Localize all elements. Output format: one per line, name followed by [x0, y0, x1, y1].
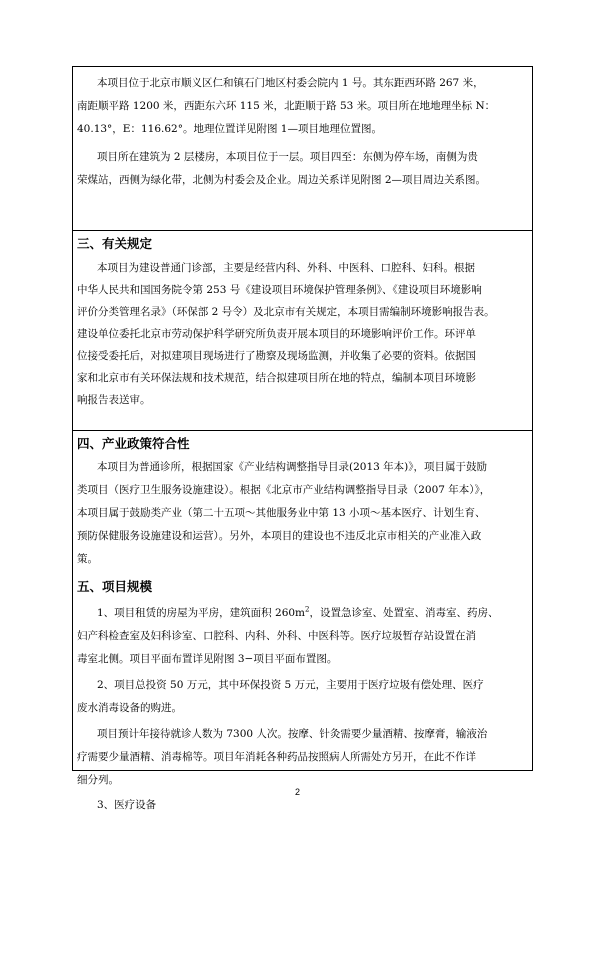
- policy-line: 策。: [77, 553, 98, 565]
- scale-item-3-line: 3、医疗设备: [97, 799, 157, 811]
- location-cell: [73, 66, 532, 230]
- patients-line: 项目预计年接待就诊人数为 7300 人次。按摩、针灸需要少量酒精、按摩膏，输液治: [97, 728, 488, 740]
- policy-line: 预防保健服务设施建设和运营）。另外，本项目的建设也不违反北京市相关的产业准入政: [77, 530, 482, 542]
- scale-item-2-line: 2、项目总投资 50 万元，其中环保投资 5 万元，主要用于医疗垃圾有偿处理、医疗: [97, 679, 484, 691]
- scale-item-1-line: 妇产科检查室及妇科诊室、口腔科、内科、外科、中医科等。医疗垃圾暂存站设置在消: [77, 630, 476, 642]
- surroundings-line: 荣煤站，西侧为绿化带，北侧为村委会及企业。周边关系详见附图 2—项目周边关系图。: [77, 174, 487, 186]
- policy-line: 类项目（医疗卫生服务设施建设）。根据《北京市产业结构调整指导目录（2007 年本）》，: [77, 484, 491, 496]
- regulations-line: 位接受委托后，对拟建项目现场进行了勘察及现场监测，并收集了必要的资料。依据国: [77, 350, 476, 362]
- page-number: 2: [294, 787, 300, 797]
- location-line: 南距顺平路 1200 米，西距东六环 115 米，北距顺于路 53 米。项目所在地地理坐标 N：: [77, 100, 496, 112]
- regulations-line: 家和北京市有关环保法规和技术规范，结合拟建项目所在地的特点，编制本项目环境影: [77, 372, 476, 384]
- scale-item-1-text: ，设置急诊室、处置室、消毒室、药房、: [309, 607, 499, 619]
- regulations-line: 本项目为建设普通门诊部，主要是经营内科、外科、中医科、口腔科、妇科。根据: [97, 262, 475, 274]
- scale-item-2-line: 废水消毒设备的购进。: [77, 702, 182, 714]
- policy-and-scale-cell: [73, 430, 532, 972]
- section-heading-industry-policy: 四、产业政策符合性: [77, 436, 190, 451]
- regulations-line: 建设单位委托北京市劳动保护科学研究所负责开展本项目的环境影响评价工作。环评单: [77, 328, 476, 340]
- regulations-line: 中华人民共和国国务院令第 253 号《建设项目环境保护管理条例》、《建设项目环境影响: [77, 284, 482, 296]
- patients-line: 细分列。: [77, 774, 119, 786]
- area-unit-superscript: 2: [305, 605, 310, 614]
- scale-item-1-text: 1、项目租赁的房屋为平房，建筑面积 260m: [97, 607, 306, 619]
- regulations-line: 评价分类管理名录》（环保部 2 号令）及北京市有关规定，本项目需编制环境影响报告表。: [77, 306, 495, 318]
- section-heading-regulations: 三、有关规定: [77, 236, 153, 251]
- document-table: [72, 66, 533, 811]
- section-heading-project-scale: 五、项目规模: [77, 579, 153, 594]
- scale-item-1-line: [97, 607, 498, 620]
- regulations-cell: [73, 230, 532, 430]
- location-line: 本项目位于北京市顺义区仁和镇石门地区村委会院内 1 号。其东距西环路 267 米，: [97, 77, 484, 89]
- location-line: 40.13°，E：116.62°。地理位置详见附图 1—项目地理位置图。: [77, 123, 382, 135]
- patients-line: 疗需要少量酒精、消毒棉等。项目年消耗各种药品按照病人所需处方另开，在此不作详: [77, 751, 476, 763]
- scale-item-1-line: 毒室北侧。项目平面布置详见附图 3−项目平面布置图。: [77, 653, 338, 665]
- policy-line: 本项目属于鼓励类产业（第二十五项～其他服务业中第 13 小项～基本医疗、计划生育、: [77, 507, 486, 519]
- regulations-line: 响报告表送审。: [77, 394, 151, 406]
- policy-line: 本项目为普通诊所，根据国家《产业结构调整指导目录(2013 年本)》，项目属于鼓励: [97, 461, 488, 473]
- surroundings-line: 项目所在建筑为 2 层楼房，本项目位于一层。项目四至：东侧为停车场，南侧为贵: [97, 151, 478, 163]
